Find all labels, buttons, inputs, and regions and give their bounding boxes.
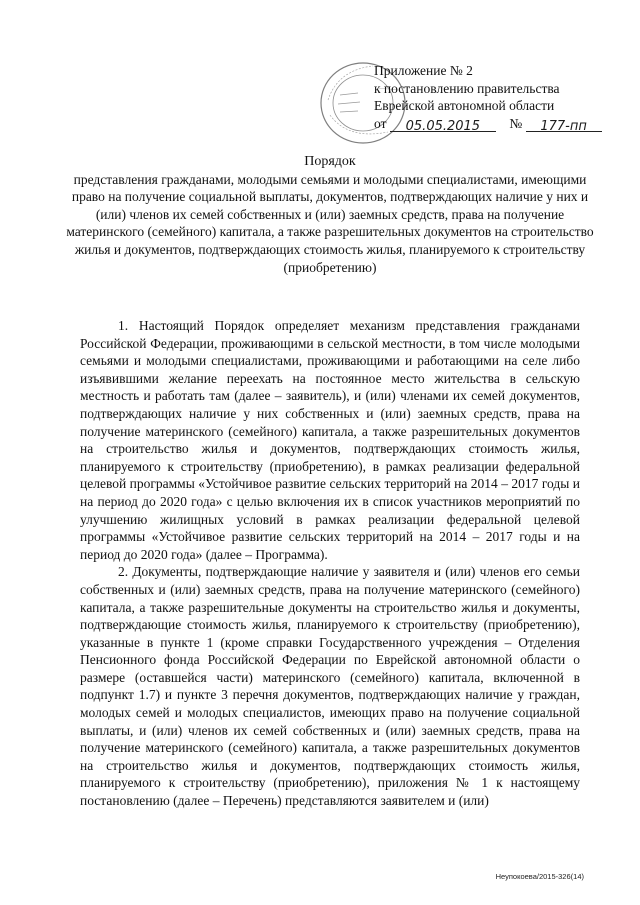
number-prefix: № bbox=[509, 115, 523, 131]
date-prefix: от bbox=[374, 115, 387, 131]
appendix-line-3: Еврейской автономной области bbox=[374, 98, 555, 113]
document-title bbox=[60, 153, 600, 276]
document-body bbox=[80, 317, 580, 810]
number-field bbox=[526, 117, 602, 132]
appendix-header bbox=[374, 62, 614, 132]
appendix-date-number-line bbox=[374, 115, 614, 133]
paragraph-1: 1. Настоящий Порядок определяет механизм представления гражданами Российской Федерации, проживающими в сельской местности, в том числе молодыми семьями и молодыми специалистами, проживающими и работающими на селе либо изъявившими желание переехать на постоянное место жительства в сельскую местность и работать там (далее – заявитель), и (или) членами их семей документов, подтверждающих наличие у них собственных и (или) заемных средств, права на получение материнского (семейного) капитала, а также разрешительных документов на строительство жилья и документов, подтверждающих стоимость жилья, планируемого к строительству (приобретению), в рамках реализации федеральной целевой программы «Устойчивое развитие сельских территорий на 2014 – 2017 годы и на период до 2020 года» с целью включения их в список участников мероприятий по улучшению жилищных условий в рамках реализации федеральной целевой программы «Устойчивое развитие сельских территорий на 2014 – 2017 годы и на период до 2020 года» (далее – Программа). bbox=[80, 318, 580, 562]
appendix-line-1: Приложение № 2 bbox=[374, 63, 473, 78]
date-field bbox=[390, 117, 496, 132]
number-value: 177-пп bbox=[540, 119, 587, 134]
paragraph-2: 2. Документы, подтверждающие наличие у заявителя и (или) членов его семьи собственных и (или) заемных средств, права на получение материнского (семейного) капитала, а также разрешительные документы на строительство жилья и документы, подтверждающие стоимость жилья, планируемого к строительству (приобретению), указанные в пункте 1 (кроме справки Государственного учреждения – Отделения Пенсионного фонда Российской Федерации по Еврейской автономной области о размере (оставшейся части) материнского (семейного) капитала, включенной в подпункт 1.7) и пункте 3 перечня документов, подтверждающих наличие у граждан, молодых семей и молодых специалистов, имеющих право на получение социальной выплаты, и (или) членов их семей собственных и (или) заемных средств, права на получение материнского (семейного) капитала, а также разрешительных документов на строительство жилья и документов, подтверждающих стоимость жилья, планируемого к строительству (приобретению), приложения № 1 к настоящему постановлению (далее – Перечень) представляются заявителем и (или) bbox=[80, 564, 580, 809]
appendix-line-2: к постановлению правительства bbox=[374, 80, 560, 96]
title-heading: Порядок bbox=[304, 154, 356, 169]
title-subtitle: представления гражданами, молодыми семьями и молодыми специалистами, имеющими право на получение социальной выплаты, документов, подтверждающих наличие у них и (или) членов их семей собственных и (или) заемных средств, права на получение материнского (семейного) капитала, а также разрешительных документов на строительство жилья и документов, подтверждающих стоимость жилья, планируемого к строительству (приобретению) bbox=[66, 171, 594, 275]
footer-document-code: Неупокоева/2015-326(14) bbox=[495, 872, 584, 881]
date-value: 05.05.2015 bbox=[405, 119, 481, 134]
